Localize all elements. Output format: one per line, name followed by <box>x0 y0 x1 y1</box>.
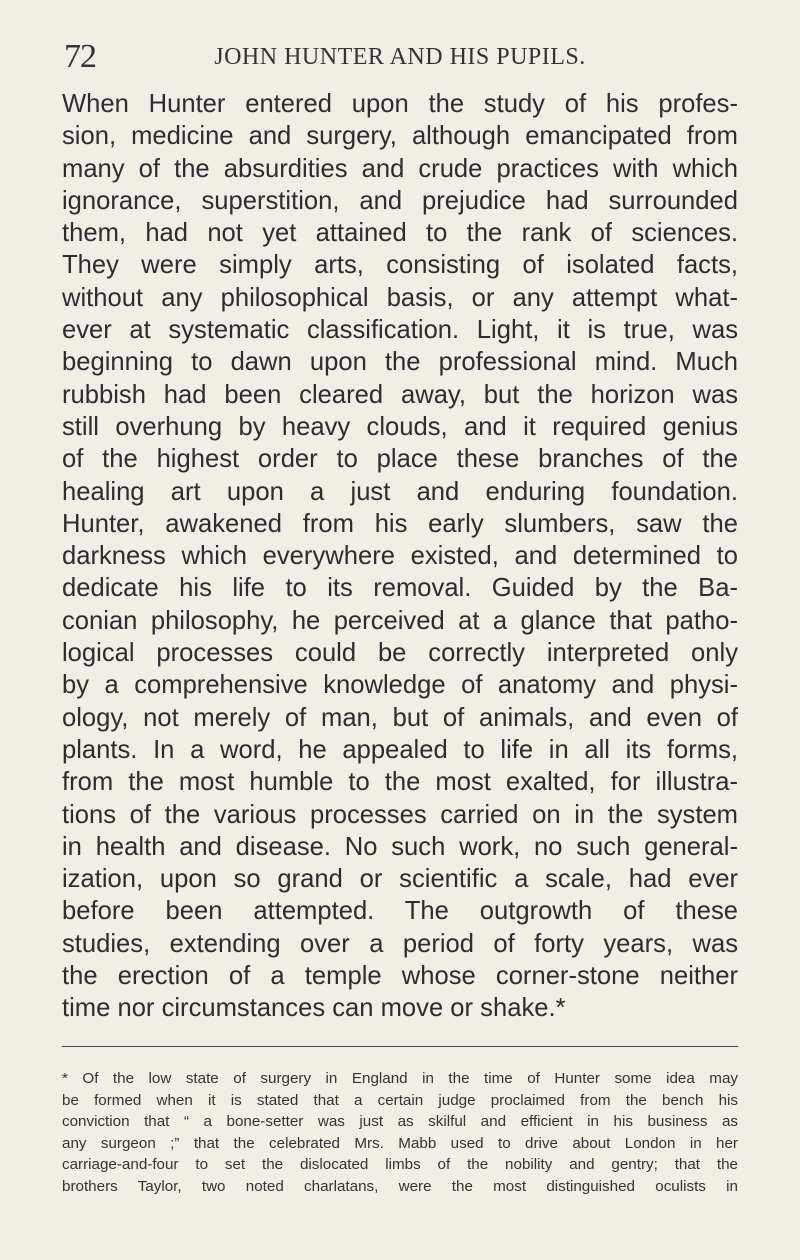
body-line: sion, medicine and surgery, although emancipated from <box>62 122 738 151</box>
body-line: When Hunter entered upon the study of his profes- <box>62 90 738 118</box>
body-line: dedicate his life to its removal. Guided by the Ba- <box>62 574 738 603</box>
body-line: before been attempted. The outgrowth of these <box>62 897 738 926</box>
body-line: ology, not merely of man, but of animals, and even of <box>62 703 738 732</box>
body-line: time nor circumstances can move or shake.* <box>62 994 566 1023</box>
body-line: rubbish had been cleared away, but the horizon was <box>62 380 738 409</box>
footnote <box>62 1068 738 1198</box>
footnote-line: conviction that “ a bone-setter was just as skilful and efficient in his business as <box>62 1113 738 1131</box>
body-line: them, had not yet attained to the rank of sciences. <box>62 219 738 248</box>
footnote-line: brothers Taylor, two noted charlatans, were the most distinguished oculists in <box>62 1177 738 1195</box>
page-number: 72 <box>64 38 96 75</box>
footnote-line: * Of the low state of surgery in England in the time of Hunter some idea may <box>62 1070 738 1087</box>
body-line: by a comprehensive knowledge of anatomy and physi- <box>62 671 738 700</box>
body-line: in health and disease. No such work, no such general- <box>62 832 738 861</box>
footnote-line: any surgeon ;” that the celebrated Mrs. Mabb used to drive about London in her <box>62 1134 738 1152</box>
running-head: JOHN HUNTER AND HIS PUPILS. <box>214 44 586 70</box>
body-line: ignorance, superstition, and prejudice had surrounded <box>62 186 738 215</box>
body-line: darkness which everywhere existed, and determined to <box>62 542 738 571</box>
body-line: plants. In a word, he appealed to life in all its forms, <box>62 735 738 764</box>
body-line: without any philosophical basis, or any attempt what- <box>62 283 738 312</box>
body-line: of the highest order to place these branches of the <box>62 445 738 474</box>
body-line: from the most humble to the most exalted, for illustra- <box>62 768 738 797</box>
body-line: ization, upon so grand or scientific a scale, had ever <box>62 865 738 894</box>
footnote-divider <box>62 1046 738 1047</box>
body-line: Hunter, awakened from his early slumbers, saw the <box>62 509 738 538</box>
footnote-line: be formed when it is stated that a certain judge proclaimed from the bench his <box>62 1091 738 1109</box>
body-paragraph <box>62 88 738 1025</box>
body-line: many of the absurdities and crude practices with which <box>62 154 738 183</box>
body-line: healing art upon a just and enduring foundation. <box>62 477 738 506</box>
body-line: They were simply arts, consisting of isolated facts, <box>62 251 738 280</box>
body-line: beginning to dawn upon the professional mind. Much <box>62 348 738 377</box>
body-line: conian philosophy, he perceived at a glance that patho- <box>62 606 738 635</box>
body-line: studies, extending over a period of forty years, was <box>62 929 738 958</box>
body-line: logical processes could be correctly interpreted only <box>62 639 738 668</box>
body-line: tions of the various processes carried on in the system <box>62 800 738 829</box>
footnote-line: carriage-and-four to set the dislocated limbs of the nobility and gentry; that the <box>62 1156 738 1174</box>
body-line: the erection of a temple whose corner-stone neither <box>62 962 738 991</box>
body-line: still overhung by heavy clouds, and it required genius <box>62 412 738 441</box>
body-line: ever at systematic classification. Light, it is true, was <box>62 316 738 345</box>
